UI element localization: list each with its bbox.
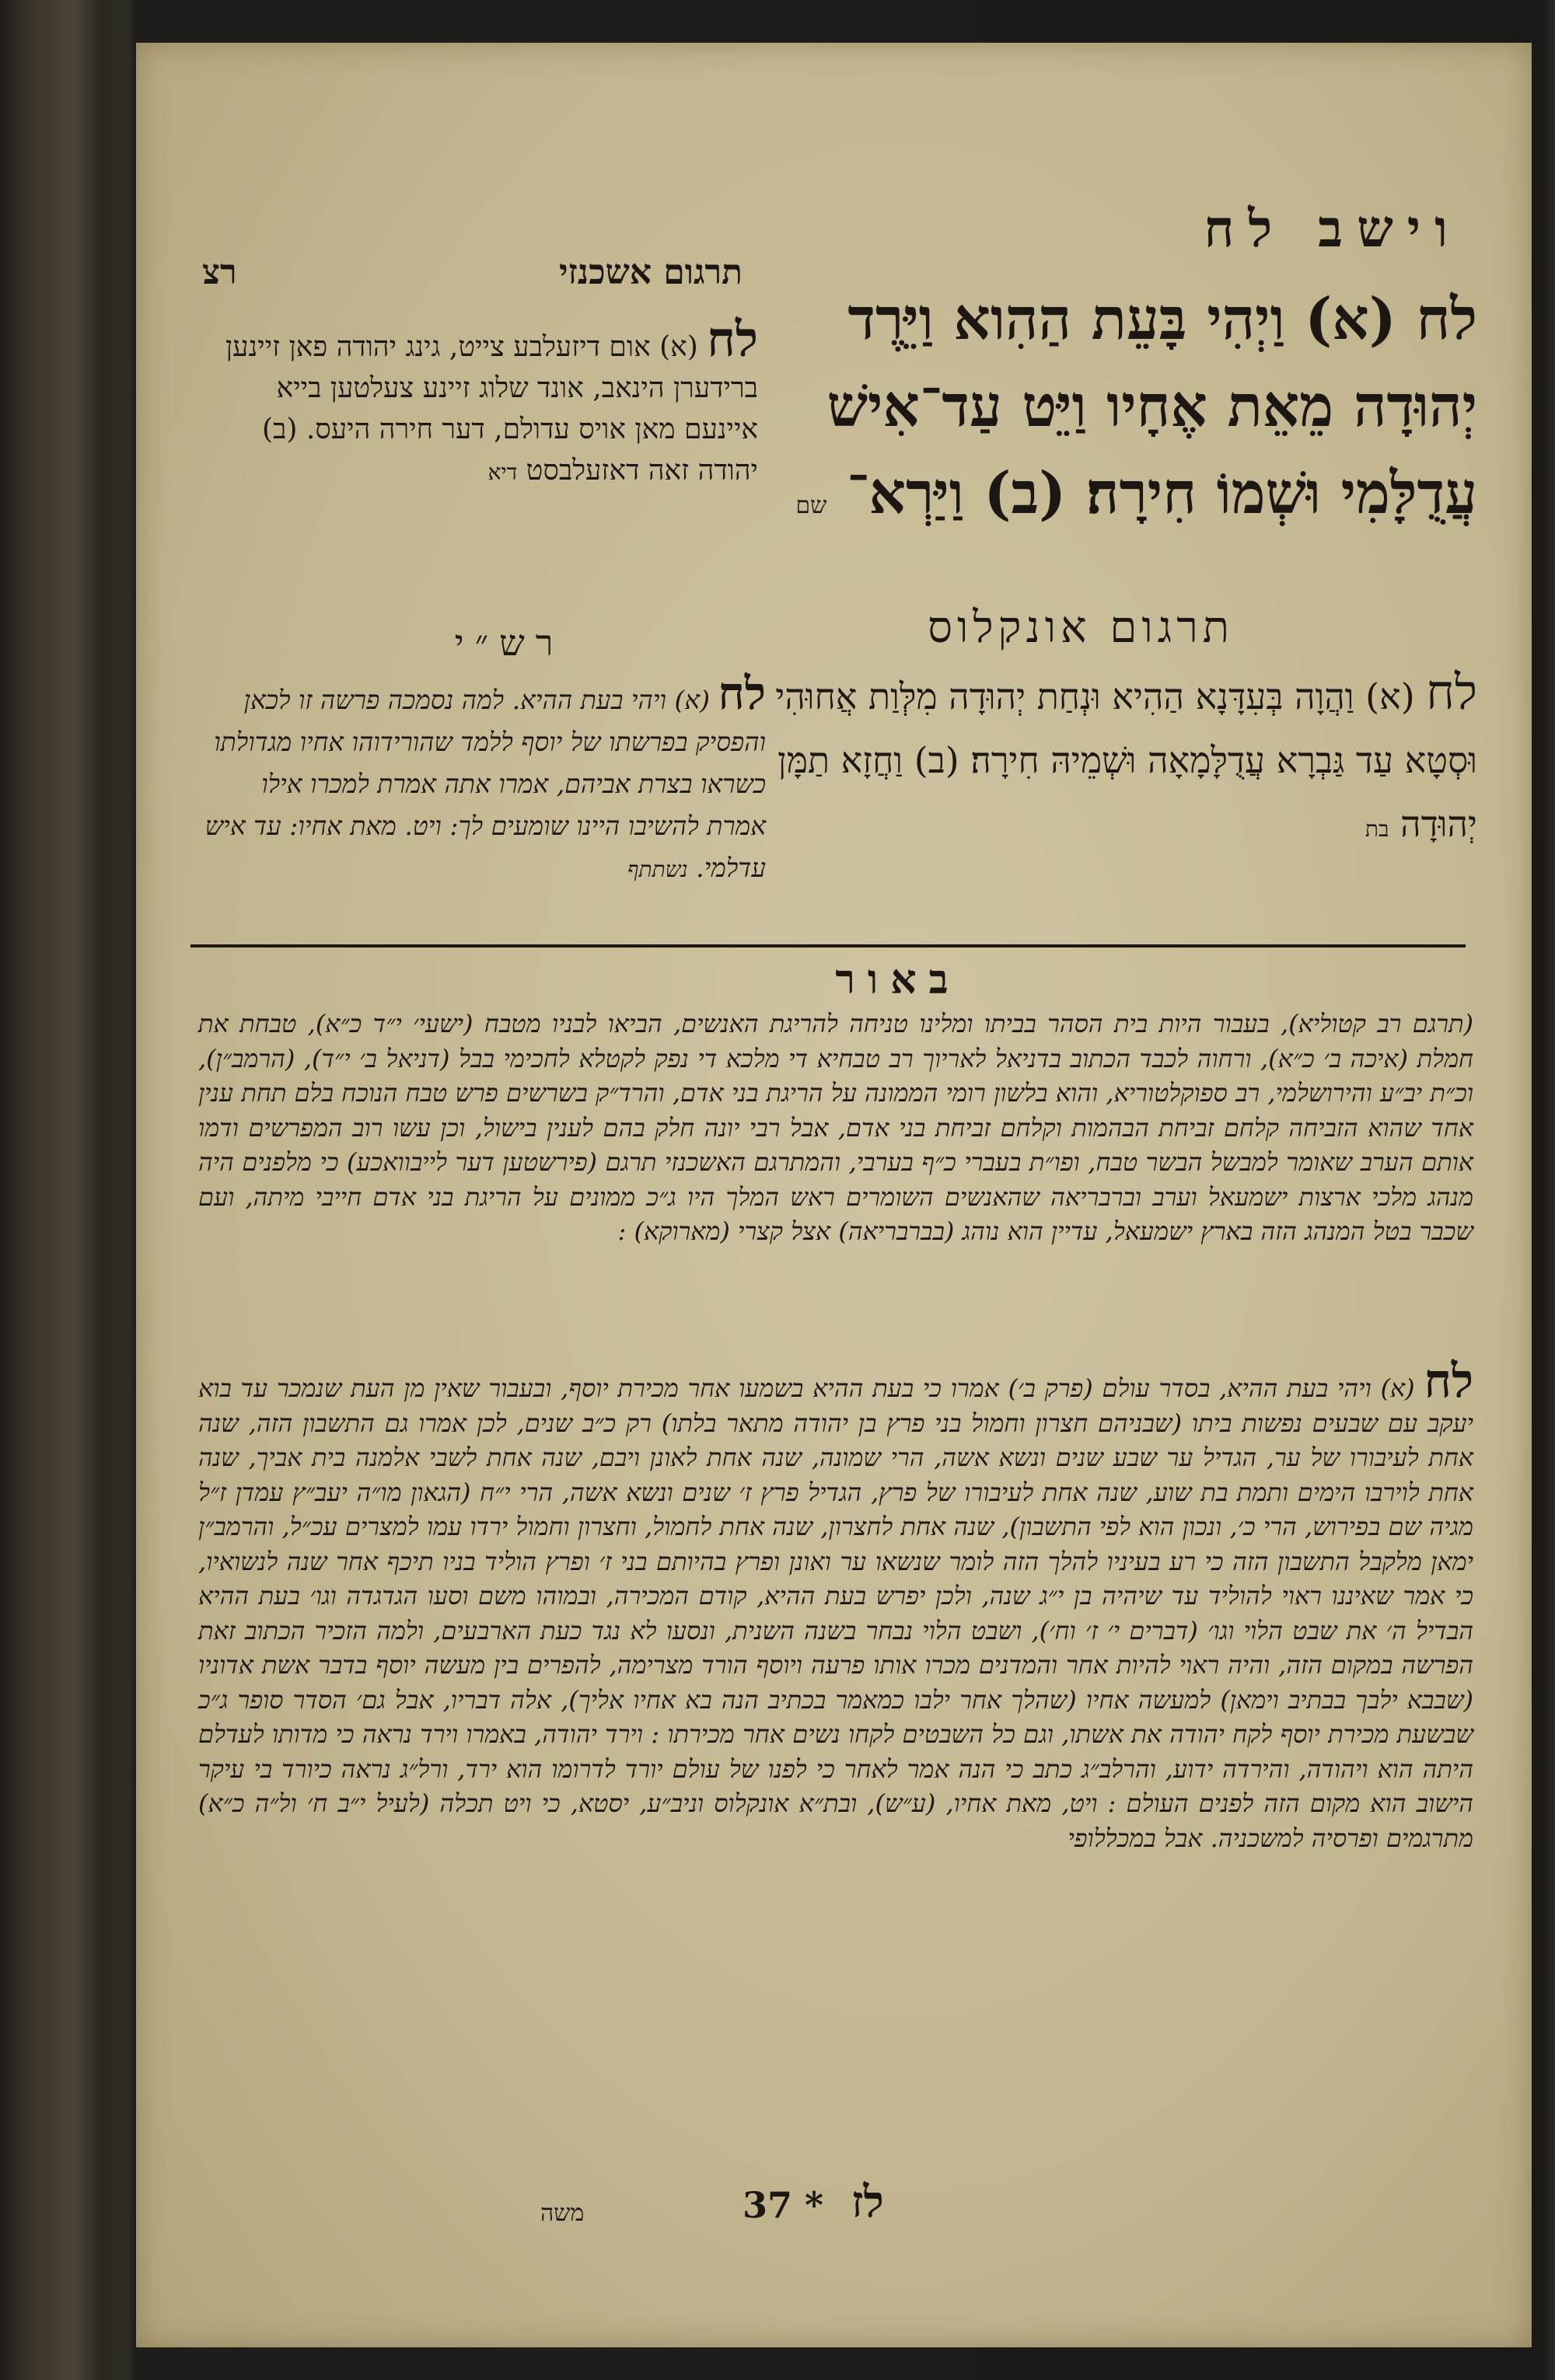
onkelos-title: תרגום אונקלוס [928,602,1234,653]
biur-chapter: לח [1424,1354,1474,1408]
footer-hebrew-number: לז [851,2176,884,2228]
rashi-text: (א) ויהי בעת ההיא. למה נסמכה פרשה זו לכאן והפסיק בפרשתו של יוסף ללמד שהורידוהו אחיו מגדולתו כשראו בצרת אביהם, אמרו אתה אמרת למכרו אילו אמרת להשיבו היינו שומעים לך: ויט. מאת אחיו: עד איש עדלמי. [204,685,766,883]
parsha-name: וישב [1318,198,1462,259]
onkelos-text-block [700,661,1477,861]
biur-paragraph-1: (תרגם רב קטוליא), בעבור היות בית הסהר בביתו ומלינו טניחה להריגת האנשים, הביאו לבניו מטבח (ישעי׳ י״ד כ״א), טבחת את חמלת (איכה ב׳ כ״א), ורחוה לכבד הכתוב בדניאל לאריוך רב טבחיא די מלכא די נפק לקטלא לחכימי בבל (דניאל ב׳ י״ד), (הרמב״ן), וכ״ת יב״ע והירושלמי, רב ספוקלטוריא, והוא בלשון רומי הממונה על הריגת בני אדם, והרד״ק בשרשים פרש טבח הנוכח בלם תחת ענין אחד שהוא הזביחה קלחם זביחת הבהמות וקלחם זביחת בני אדם, אבל רבי יונה חלק בהם לענין בישול, וכן עשו רוב המפרשים ודמו אותם הערב שאומר למבשל הבשר טבח, ופו״ת בעברי כ״ף בערבי, והמתרגם האשכנזי תרגם (פירשטען דער לייבוואכע) כי מלפנים היה מנהג מלכי ארצות ישמעאל וערב וברבריאה שהאנשים השומרים ראש המלך היו ג״כ ממונים על הריגת בני אדם חייבי מיתה, ועם שכבר בטל המנהג הזה בארץ ישמעאל, עדיין הוא נוהג (בברבריאה) אצל קצרי (מארוקא) : [198,1009,1474,1246]
onkelos-catchword: בת [1365,816,1389,842]
yiddish-chapter: לח [707,311,758,368]
yiddish-translation [198,311,758,493]
biur-title: באור [835,956,961,1003]
book-page [136,43,1532,2347]
rashi-text-block [198,667,766,891]
yiddish-text: (א) אום דיזעלבע צייט, גינג יהודה פאן זיינען ברידערן הינאב, אונד שלוג זיינע צעלטען בייא איינעם מאן אויס עדולם, דער חירה היעס. (ב) יהודה זאה דאזעלבסט [225,331,758,487]
verse-text: (א) וַיְהִי בָּעֵת הַהִוא וַיֵּרֶד יְהוּדָה מֵאֵת אֶחָיו וַיֵּט עַד־אִישׁ עֲדֻלָּמִי וּשְׁמוֹ חִירָה׃ (ב) וַיַּרְא־ [826,286,1477,527]
rashi-title: רש״י [454,622,564,664]
yiddish-catchword: דיא [487,459,518,485]
verse-chapter-number: לח [1416,286,1477,353]
header-chapter: לח [1204,198,1287,259]
page-number-hebrew: רצ [202,253,237,292]
running-header-parsha [824,198,1462,260]
onkelos-chapter: לח [1426,664,1477,721]
rashi-chapter: לח [718,667,766,720]
section-divider [190,944,1466,947]
verse-catchword: שם [795,492,827,519]
footer-signature: משה [540,2200,585,2227]
footer-page-number: 37 * [743,2184,824,2226]
running-header-targum: תרגום אשכנזי [558,253,743,292]
biur-paragraph-2-text: (א) ויהי בעת ההיא, בסדר עולם (פרק ב׳) אמרו כי בעת ההיא בשמעו אחר מכירת יוסף, ובעבור שאין מן העת שנמכר עד בוא יעקב עם שבעים נפשות ביתו (שבניהם חצרון וחמול בני פרץ בן יהודה מתאר בלתו) רק כ״ב שנים, לכן אמרו גם התשבון הזה, שנה אחת לעיבורו של ער, הגדיל ער שבע שנים ונשא אשה, הרי שמונה, שנה אחת לאונן ויבם, שנה אחת לשבי אלמנה בית אביך, שנה אחת לוירבו הימים ותמת בת שוע, שנה אחת לעיבורו של פרץ, הגדיל פרץ ז׳ שנים ונשא אשה, הרי י״ח (הגאון מו״ה יעב״ץ עמדן ז״ל מגיה שם בפירוש, הרי כ׳, ונכון הוא לפי התשבון), שנה אחת לחצרון, שנה אחת לחמול, וחצרון וחמול ירדו עמו למצרים עכ״ל, והרמב״ן ימאן מלקבל התשבון הזה כי רע בעיניו להלך הזה לומר שנשאו ער ואונן ופרץ בהיותם בני ז׳ ופרץ הוליד בניו תיכף אחר שנה לנשואיו, כי אמר שאיננו ראוי להוליד עד שיהיה בן י״ג שנה, ולכן יפרש בעת ההיא, קודם המכירה, ובמוהו משם וסעו הגדגדה וגו׳ בעת ההיא הבדיל ה׳ את שבט הלוי וגו׳ (דברים י׳ ז׳ וח׳), ושבט הלוי נבחר בשנה השנית, ונסעו לא נגד כעת הארבעים, ולמה הזכיר הכתוב זאת הפרשה במקום הזה, והיה ראוי להיות אחר והמדנים מכרו אותו פרעה ויוסף הורד מצרימה, להפרים בין מעשה יוסף בדבר אשת אדוניו (שבבא ילבך בבתיב וימאן) למעשה אחיו (שהלך אחר ילבו כמאמר בכתיב הנה בא אחיו אליך), אלה דבריו, אבל גם׳ הסדר סופר ג״כ שבשעת מכירת יוסף לקח יהודה את אשתו, וגם כל השבטים לקחו נשים אחר מכירתו : וירד יהודה, באמרו וירד נראה כי מדותו לעדלם היתה הוא ויהודה, והירדה ידוע, והרלב״ג כתב כי הנה אמר לאחר כי לפנו של עולם יורד לדרומו הוא ירד, ורל״ג נראה כיורד בי עיקר הישוב הוא מקום הזה לפנים העולם : ויט, מאת אחיו, (ע״ש), ובת״א אונקלוס וניב״ע, יסטא, כי ויט תכלה (לעיל י״ב ח׳ ול״ה כ״א) מתרגמים ופרסיה למשכניה. אבל במכללופי [198,1373,1474,1853]
biur-paragraph-2 [198,1354,1474,1855]
rashi-catchword: נשתתף [627,857,688,882]
torah-verse [715,276,1477,550]
onkelos-text: (א) וַהֲוָה בְּעִדָּנָא הַהִיא וּנְחַת יְהוּדָה מִלְּוַת אֲחוּהִי וּסְטָא עַד גַּבְרָא עֲדֻלָּמָאָה וּשְׁמֵיהּ חִירָה׃ (ב) וַחֲזָא תַמָּן יְהוּדָה [775,675,1477,845]
